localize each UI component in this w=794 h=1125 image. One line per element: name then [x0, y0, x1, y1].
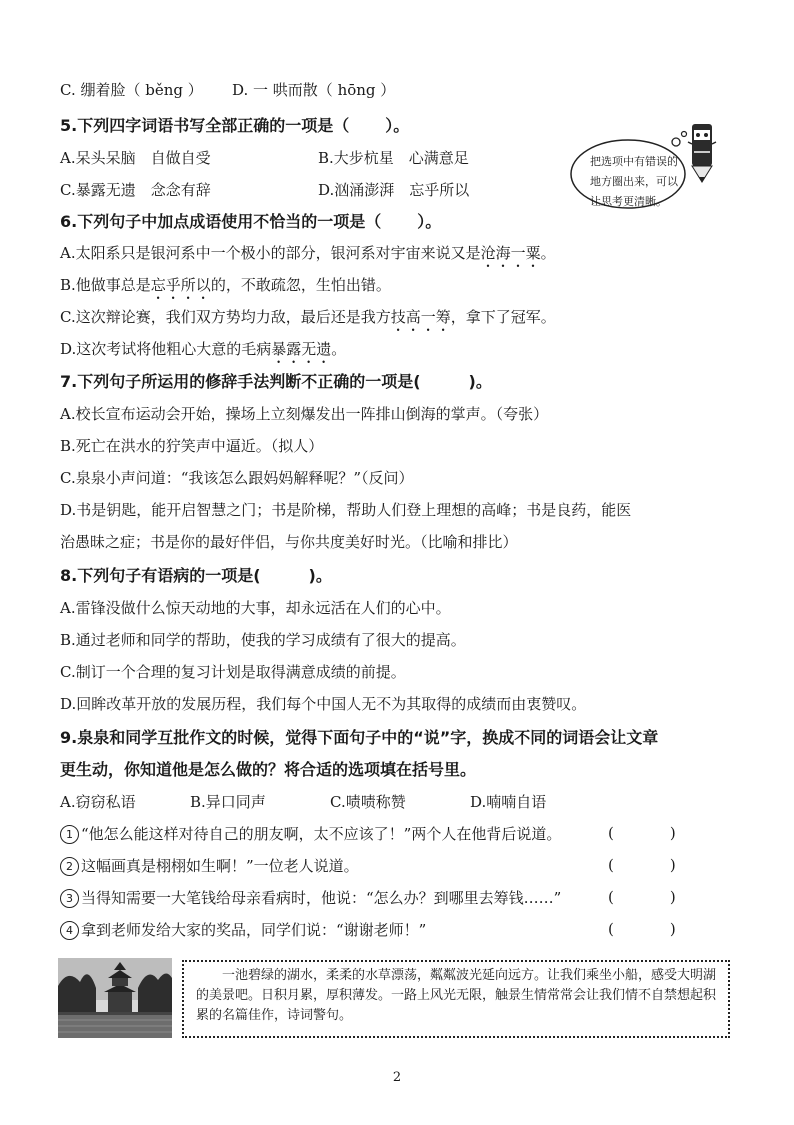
q8-option-c: C.制订一个合理的复习计划是取得满意成绩的前提。 — [60, 663, 406, 681]
q5-option-d: D.汹涌澎湃 忘乎所以 — [318, 181, 470, 199]
q5-option-c: C.暴露无遗 念念有辞 — [60, 181, 211, 199]
q9-answer-blank-4[interactable]: ( ) — [608, 920, 676, 938]
q8-stem: 8.下列句子有语病的一项是( )。 — [60, 566, 332, 585]
q9-item-2: 2 这幅画真是栩栩如生啊！”一位老人说道。 — [60, 856, 359, 876]
page-number: 2 — [392, 1070, 402, 1085]
q6-option-a: A.太阳系只是银河系中一个极小的部分，银河系对宇宙来说又是沧海一粟。 — [60, 244, 556, 262]
q9-item-4: 4 拿到老师发给大家的奖品，同学们说：“谢谢老师！” — [60, 920, 426, 940]
q7-option-b: B.死亡在洪水的狞笑声中逼近。（拟人） — [60, 437, 324, 455]
pencil-mascot-icon — [686, 122, 720, 184]
q9-option-b: B.异口同声 — [190, 793, 266, 811]
tip-text: 把选项中有错误的地方圈出来，可以让思考更清晰。 — [590, 155, 678, 208]
q7-stem: 7.下列句子所运用的修辞手法判断不正确的一项是( )。 — [60, 372, 492, 391]
q9-item-1: 1 “他怎么能这样对待自己的朋友啊，太不应该了！”两个人在他背后说道。 — [60, 824, 561, 844]
q4-option-c: C. 绷着脸（ běng ） — [60, 81, 203, 99]
reading-note-text: 一池碧绿的湖水，柔柔的水草漂荡，粼粼波光延向远方。让我们乘坐小船，感受大明湖的美景吧。日积月累，厚积薄发。一路上风光无限，触景生情常常会让我们情不自禁想起积累的名篇佳作，诗词警句。 — [196, 968, 717, 1023]
q4-option-d: D. 一 哄而散（ hōng ） — [232, 81, 396, 99]
q8-option-d: D.回眸改革开放的发展历程，我们每个中国人无不为其取得的成绩而由衷赞叹。 — [60, 695, 587, 713]
q7-option-a: A.校长宣布运动会开始，操场上立刻爆发出一阵排山倒海的掌声。（夸张） — [60, 405, 549, 423]
q9-option-c: C.啧啧称赞 — [330, 793, 406, 811]
q9-option-d: D.喃喃自语 — [470, 793, 547, 811]
q9-stem-line2: 更生动，你知道他是怎么做的？将合适的选项填在括号里。 — [60, 760, 477, 779]
q6-option-c: C.这次辩论赛，我们双方势均力敌，最后还是我方技高一筹，拿下了冠军。 — [60, 308, 556, 326]
lake-pagoda-photo — [58, 958, 172, 1038]
q9-option-a: A.窃窃私语 — [60, 793, 136, 811]
q6-option-b: B.他做事总是忘乎所以的，不敢疏忽，生怕出错。 — [60, 276, 391, 294]
dotted-idiom: 暴露无遗 — [271, 340, 332, 358]
q8-option-b: B.通过老师和同学的帮助，使我的学习成绩有了很大的提高。 — [60, 631, 466, 649]
q5-stem: 5.下列四字词语书写全部正确的一项是（ ）。 — [60, 116, 410, 135]
q6-stem: 6.下列句子中加点成语使用不恰当的一项是（ ）。 — [60, 212, 442, 231]
q7-option-d-line1: D.书是钥匙，能开启智慧之门；书是阶梯，帮助人们登上理想的高峰；书是良药，能医 — [60, 501, 632, 519]
reading-note-box — [182, 960, 730, 1038]
dotted-idiom: 忘乎所以 — [150, 276, 211, 294]
q9-answer-blank-1[interactable]: ( ) — [608, 824, 676, 842]
q9-answer-blank-2[interactable]: ( ) — [608, 856, 676, 874]
q7-option-d-line2: 治愚昧之症；书是你的最好伴侣，与你共度美好时光。（比喻和排比） — [60, 533, 518, 551]
q7-option-c: C.泉泉小声问道：“我该怎么跟妈妈解释呢？”（反问） — [60, 469, 414, 487]
q9-stem-line1: 9.泉泉和同学互批作文的时候，觉得下面句子中的“说”字，换成不同的词语会让文章 — [60, 728, 659, 747]
q9-item-3: 3 当得知需要一大笔钱给母亲看病时，他说：“怎么办？到哪里去筹钱……” — [60, 888, 561, 908]
q5-option-a: A.呆头呆脑 自做自受 — [60, 149, 211, 167]
q6-option-d: D.这次考试将他粗心大意的毛病暴露无遗。 — [60, 340, 347, 358]
q8-option-a: A.雷锋没做什么惊天动地的大事，却永远活在人们的心中。 — [60, 599, 451, 617]
dotted-idiom: 沧海一粟 — [480, 244, 541, 262]
q5-option-b: B.大步杭星 心满意足 — [318, 149, 469, 167]
dotted-idiom: 技高一筹 — [390, 308, 451, 326]
q9-answer-blank-3[interactable]: ( ) — [608, 888, 676, 906]
